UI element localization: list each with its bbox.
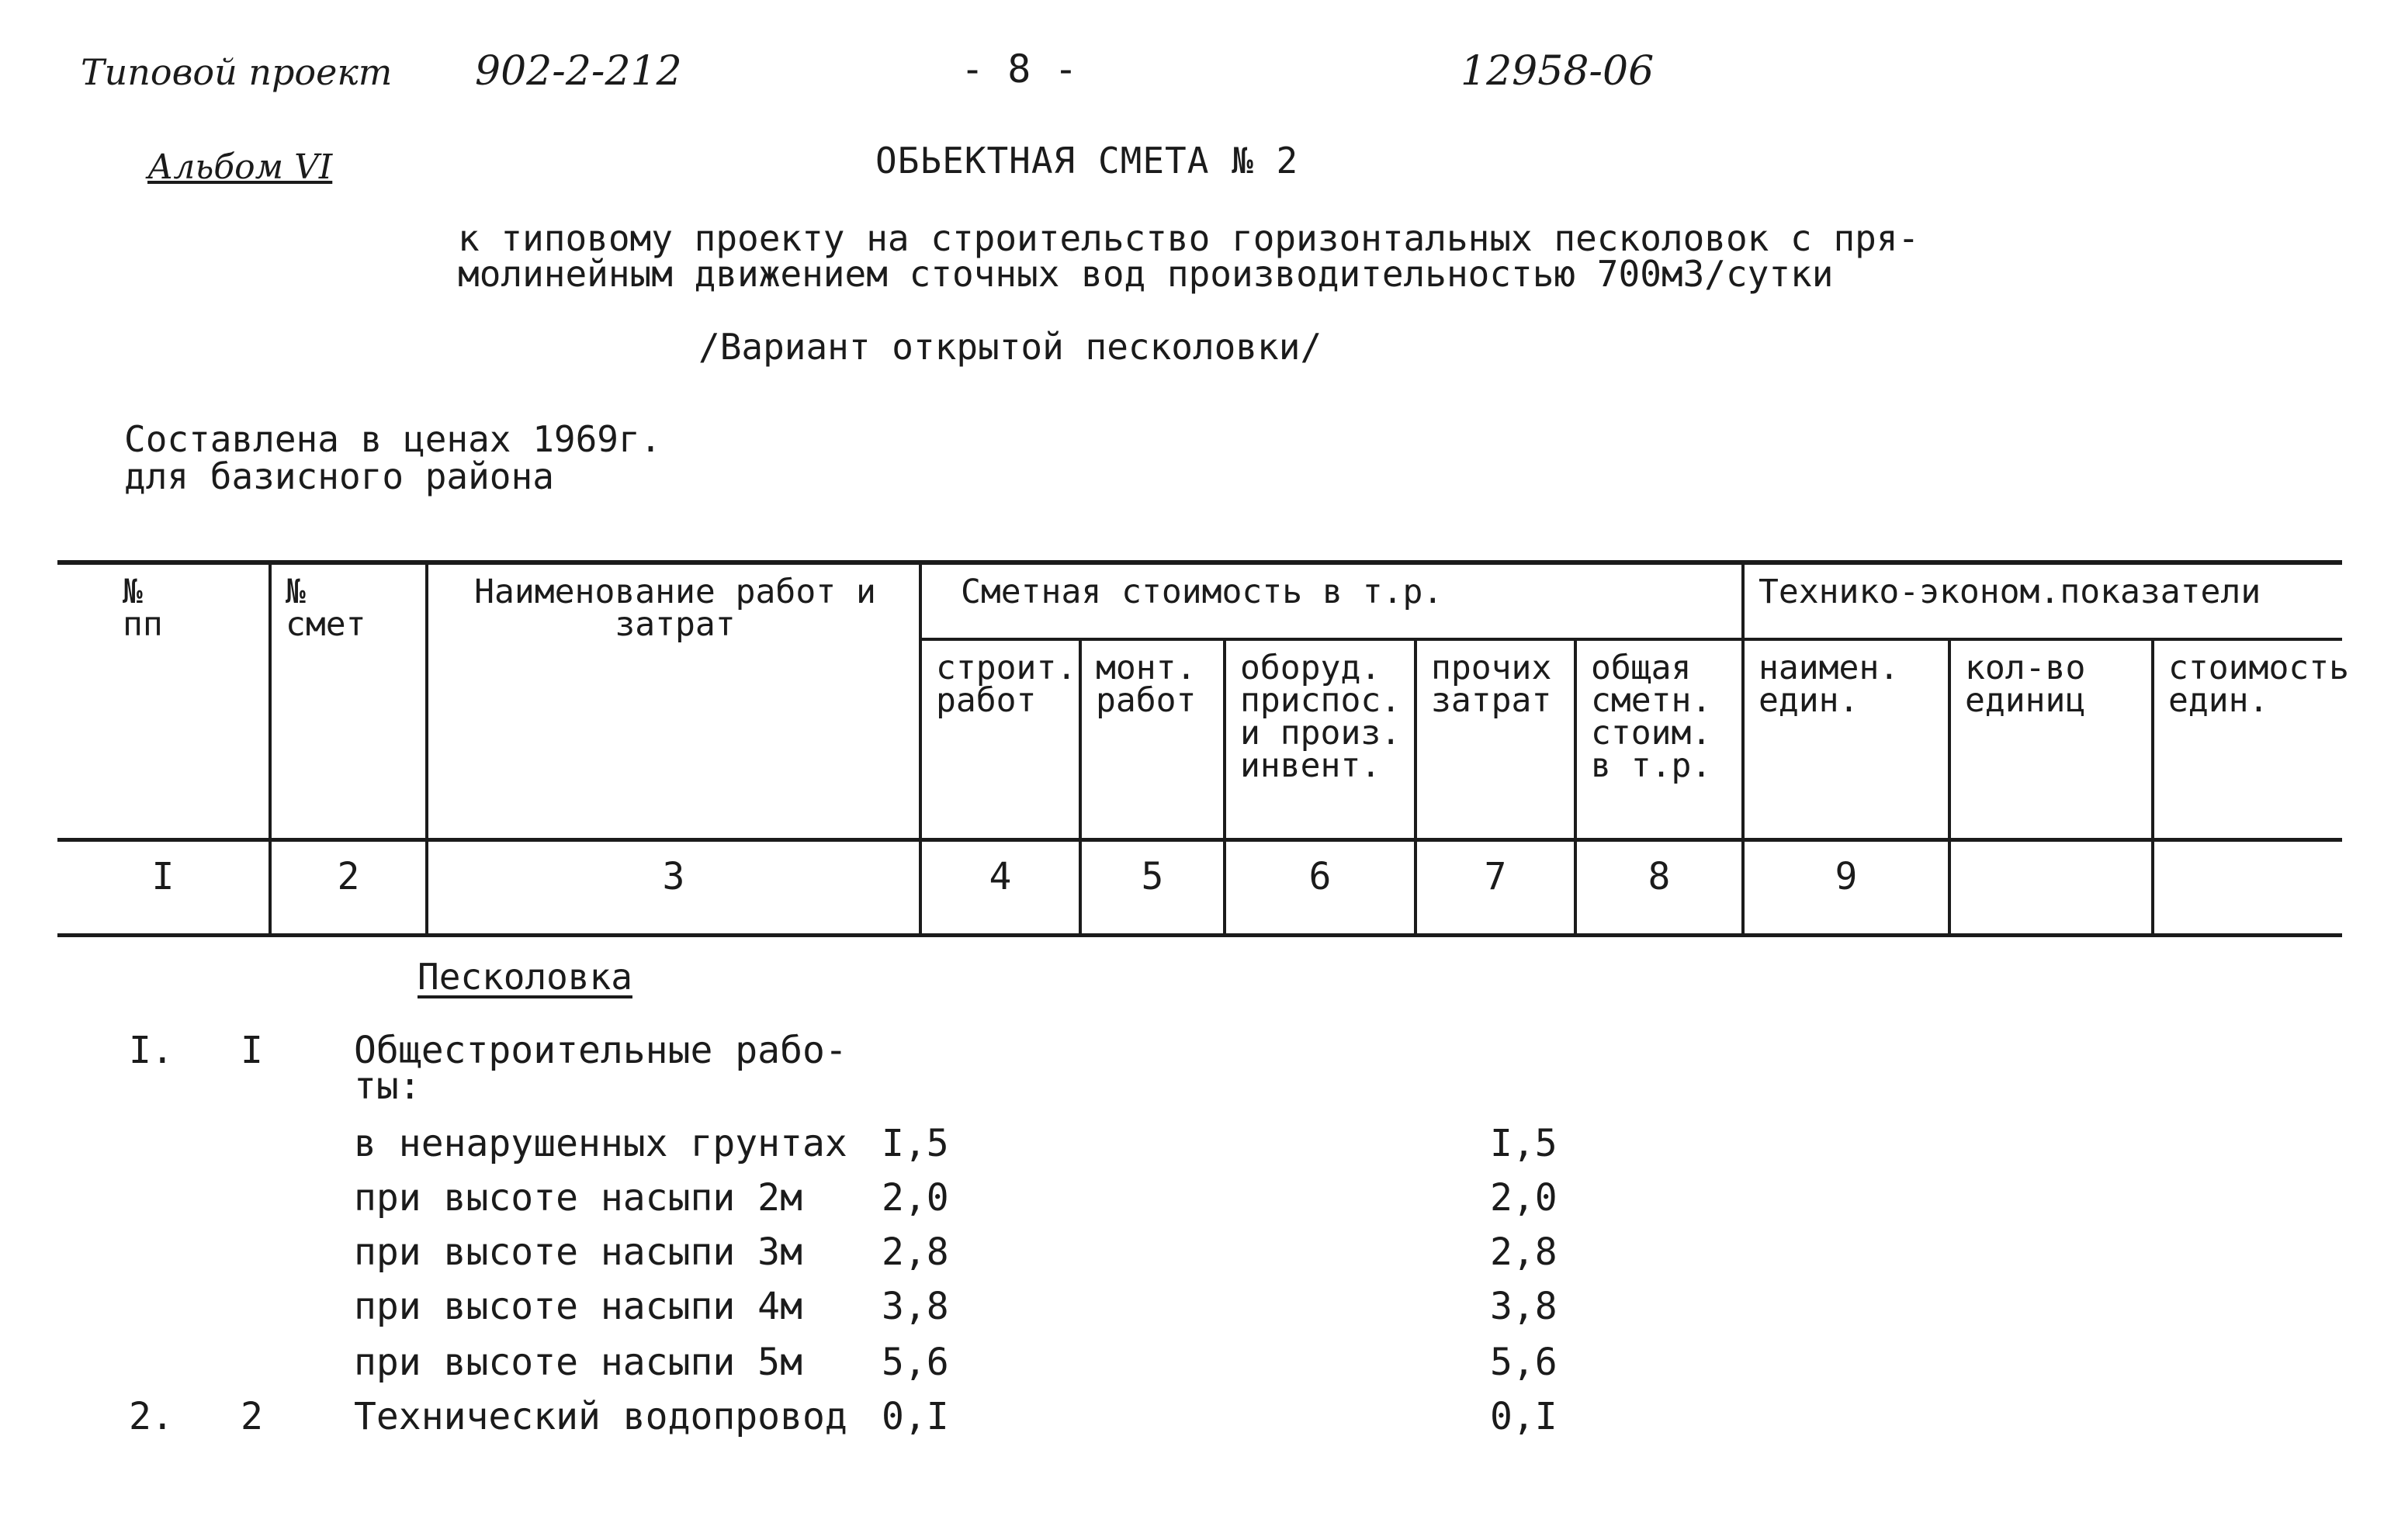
item-smet: I: [241, 1029, 263, 1072]
col-number: 5: [1080, 840, 1225, 936]
sub-header-unitcost: [2153, 639, 2349, 840]
sub-header-equip: [1225, 639, 1416, 840]
sub-header-qty-text: кол-во единиц: [1965, 649, 2086, 720]
sub-header-total: [1575, 639, 1743, 840]
col-header-smet-text: № смет: [286, 573, 366, 644]
col-number: 3: [427, 840, 920, 936]
variant-note: /Вариант открытой песколовки/: [698, 326, 1322, 368]
col-number: 4: [920, 840, 1080, 936]
item-total-cost: 5,6: [1490, 1341, 1558, 1384]
item-name: при высоте насыпи 2м: [354, 1176, 802, 1220]
item-name: Общестроительные рабо-: [354, 1029, 847, 1072]
subtitle-line-2: молинейным движением сточных вод производительностью 700м3/сутки: [458, 253, 1834, 295]
col-number: 9: [1743, 840, 1949, 936]
col-header-smet: [270, 562, 427, 840]
sub-header-build: [920, 639, 1080, 840]
item-total-cost: I,5: [1490, 1122, 1558, 1165]
doc-code: 12958-06: [1461, 48, 1655, 95]
col-number: 6: [1225, 840, 1416, 936]
group-header-tech: [1743, 562, 2342, 639]
item-pp: I.: [129, 1029, 174, 1072]
col-number: I: [57, 840, 270, 936]
sub-header-unit-text: наимен. един.: [1759, 649, 1900, 720]
sub-header-qty: [1949, 639, 2153, 840]
col-number: [1949, 840, 2153, 936]
col-header-pp-text: № пп: [123, 573, 163, 644]
item-smet: 2: [241, 1395, 263, 1438]
project-label: Типовой проект: [81, 51, 393, 93]
estimate-table: [57, 560, 2349, 937]
item-name: Технический водопровод: [354, 1395, 847, 1438]
sub-header-mount: [1080, 639, 1225, 840]
album-label: Альбом VI: [147, 147, 333, 187]
col-number: [2153, 840, 2342, 936]
sub-header-unit: [1743, 639, 1949, 840]
item-build-cost: 5,6: [882, 1341, 949, 1384]
col-number: 8: [1575, 840, 1743, 936]
item-build-cost: 3,8: [882, 1285, 949, 1328]
sub-header-unitcost-text: стоимость един.: [2168, 649, 2349, 720]
item-name: ты:: [354, 1064, 421, 1108]
item-total-cost: 2,8: [1490, 1230, 1558, 1274]
col-number: 7: [1416, 840, 1575, 936]
item-build-cost: I,5: [882, 1122, 949, 1165]
group-header-cost-text: Сметная стоимость в т.р.: [961, 573, 1443, 611]
group-header-cost: [920, 562, 1743, 639]
group-header-tech-text: Технико-эконом.показатели: [1759, 573, 2261, 611]
item-total-cost: 2,0: [1490, 1176, 1558, 1220]
item-build-cost: 2,8: [882, 1230, 949, 1274]
item-name: в ненарушенных грунтах: [354, 1122, 847, 1165]
sub-header-total-text: общая сметн. стоим. в т.р.: [1591, 649, 1712, 785]
page-number: - 8 -: [961, 47, 1078, 92]
col-header-name-text: Наименование работ и затрат: [474, 573, 876, 644]
subtitle-line-1: к типовому проекту на строительство горизонтальных песколовок с пря-: [458, 217, 1920, 259]
section-title: Песколовка: [418, 956, 632, 998]
item-pp: 2.: [129, 1395, 174, 1438]
col-header-name: [427, 562, 920, 840]
sub-header-build-text: строит. работ: [936, 649, 1077, 720]
project-number: 902-2-212: [475, 48, 682, 95]
item-total-cost: 3,8: [1490, 1285, 1558, 1328]
col-header-pp: [57, 562, 270, 840]
item-build-cost: 0,I: [882, 1395, 949, 1438]
base-region: для базисного района: [124, 455, 554, 497]
item-name: при высоте насыпи 5м: [354, 1341, 802, 1384]
item-build-cost: 2,0: [882, 1176, 949, 1220]
sub-header-equip-text: оборуд. приспос. и произ. инвент.: [1240, 649, 1402, 785]
sub-header-mount-text: монт. работ: [1096, 649, 1197, 720]
col-number: 2: [270, 840, 427, 936]
item-total-cost: 0,I: [1490, 1395, 1558, 1438]
sub-header-other: [1416, 639, 1575, 840]
page-title: ОБЬЕКТНАЯ СМЕТА № 2: [875, 140, 1299, 182]
sub-header-other-text: прочих затрат: [1431, 649, 1552, 720]
item-name: при высоте насыпи 4м: [354, 1285, 802, 1328]
item-name: при высоте насыпи 3м: [354, 1230, 802, 1274]
compiled-prices: Составлена в ценах 1969г.: [124, 418, 662, 460]
